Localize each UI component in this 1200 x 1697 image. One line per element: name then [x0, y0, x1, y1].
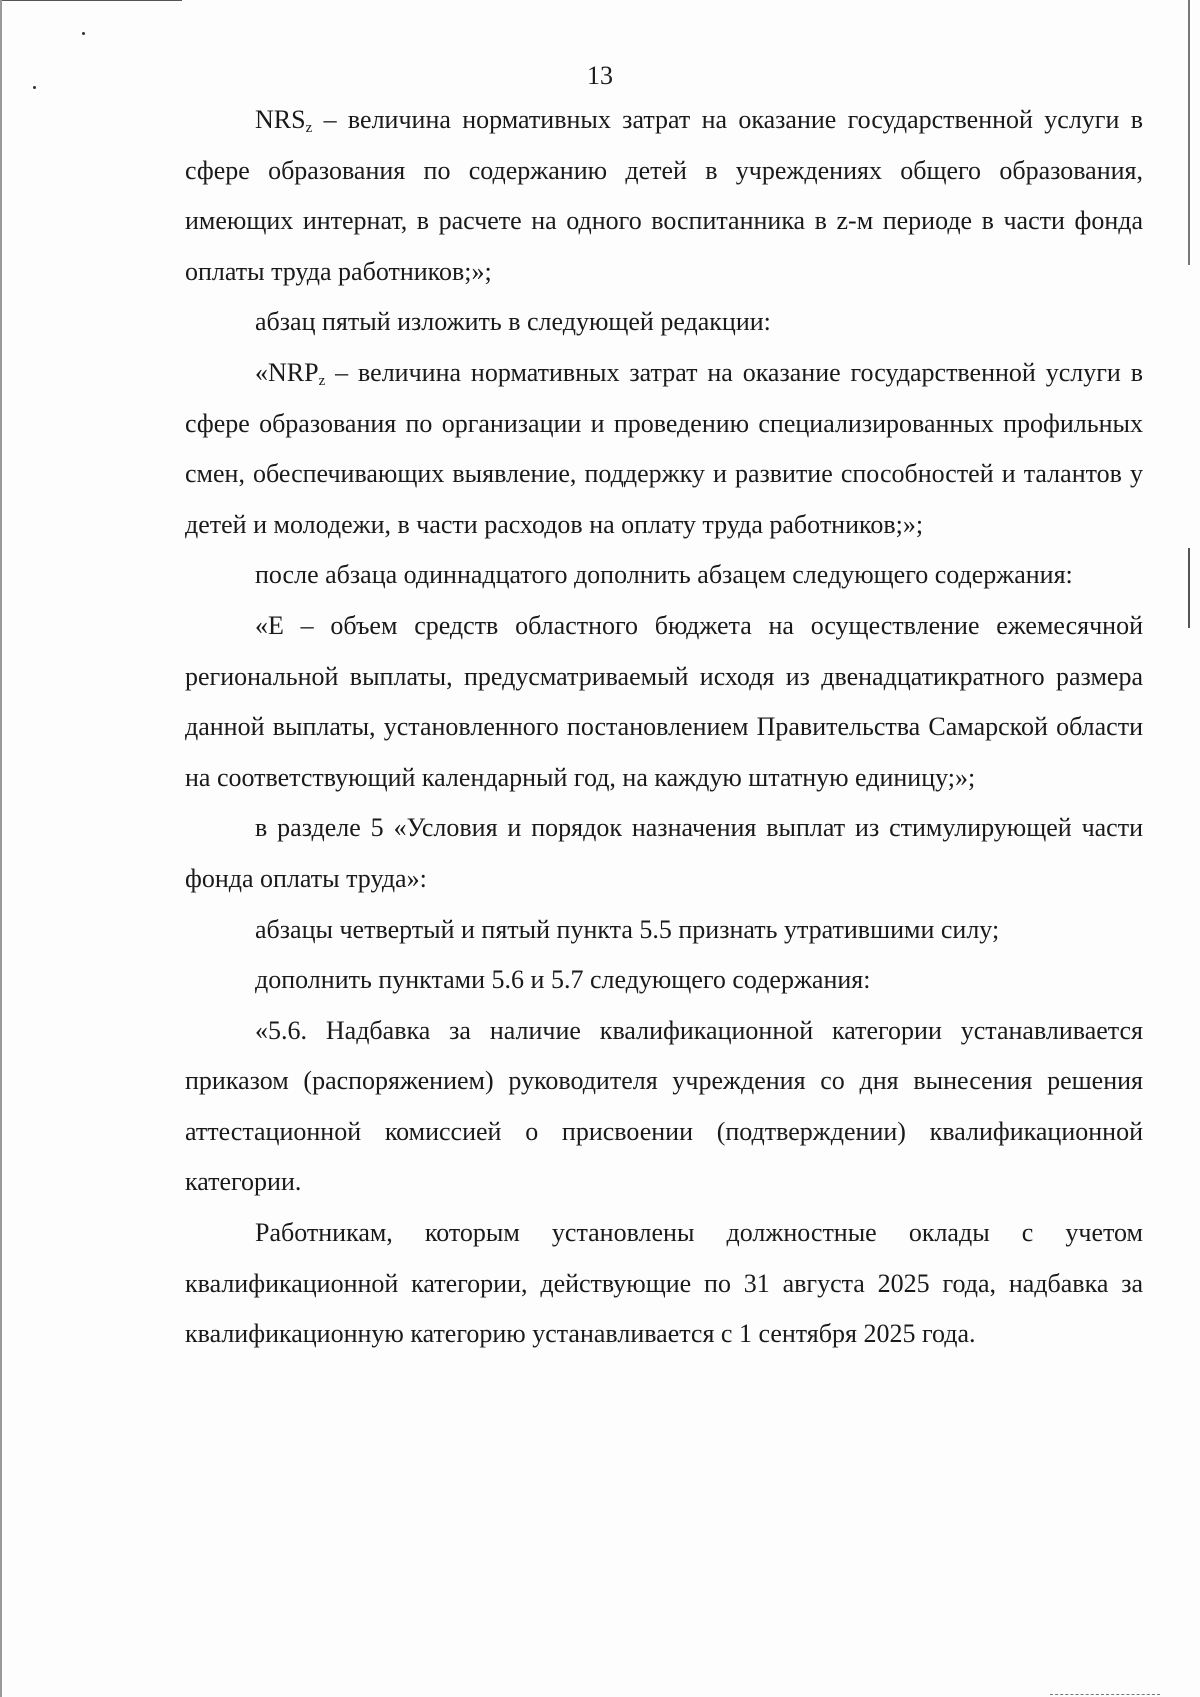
page-number: 13 — [587, 61, 613, 90]
scan-artifact-right-mark — [1188, 548, 1190, 628]
paragraph-nrp — [185, 348, 1143, 550]
scan-artifact-right-edge — [1188, 0, 1190, 265]
paragraph-text: – величина нормативных затрат на оказание государственной услуги в сфере образования по содержанию детей в учреждениях общего образования, имеющих интернат, в расчете на одного воспитанника в z-м периоде в части фонда оплаты труда работников;»; — [185, 105, 1143, 286]
scan-artifact-top-line — [0, 0, 182, 1]
paragraph-clause-5-6: «5.6. Надбавка за наличие квалификационной категории устанавливается приказом (распоряжением) руководителя учреждения со дня вынесения решения аттестационной комиссией о присвоении (подтверждении) квалификационной категории. — [185, 1015, 1143, 1197]
paragraph-text: – величина нормативных затрат на оказание государственной услуги в сфере образования по организации и проведению специализированных профильных смен, обеспечивающих выявление, поддержку и развитие способностей и талантов у детей и молодежи, в части расходов на оплату труда работников;»; — [185, 357, 1143, 539]
scan-artifact-dot — [82, 32, 85, 35]
paragraph-employees: Работникам, которым установлены должностные оклады с учетом квалификационной категории, действующие по 31 августа 2025 года, надбавка за квалификационную категорию устанавливается с 1 сентября 2025 года. — [185, 1218, 1143, 1349]
paragraph-instruction: после абзаца одиннадцатого дополнить абзацем следующего содержания: — [255, 560, 1073, 590]
scan-artifact-bottom-dash — [1050, 1694, 1160, 1695]
subscript-z: z — [305, 120, 313, 136]
scan-artifact-left-edge — [0, 0, 2, 1697]
document-body — [185, 95, 1143, 1360]
symbol-nrp: «NRP — [255, 357, 319, 387]
paragraph-e-definition: «E – объем средств областного бюджета на осуществление ежемесячной региональной выплаты, предусматриваемый исходя из двенадцатикратного размера данной выплаты, установленного постановлением Правительства Самарской области на соответствующий календарный год, на каждую штатную единицу;»; — [185, 610, 1143, 792]
paragraph-section-5: в разделе 5 «Условия и порядок назначения выплат из стимулирующей части фонда оплаты труда»: — [185, 813, 1143, 893]
paragraph-instruction: дополнить пунктами 5.6 и 5.7 следующего содержания: — [255, 965, 871, 995]
subscript-z: z — [318, 372, 326, 389]
symbol-nrs: NRS — [255, 105, 306, 134]
paragraph-instruction: абзацы четвертый и пятый пункта 5.5 признать утратившими силу; — [255, 914, 1000, 944]
paragraph-instruction: абзац пятый изложить в следующей редакции: — [255, 307, 771, 337]
paragraph-nrs — [185, 95, 1143, 297]
